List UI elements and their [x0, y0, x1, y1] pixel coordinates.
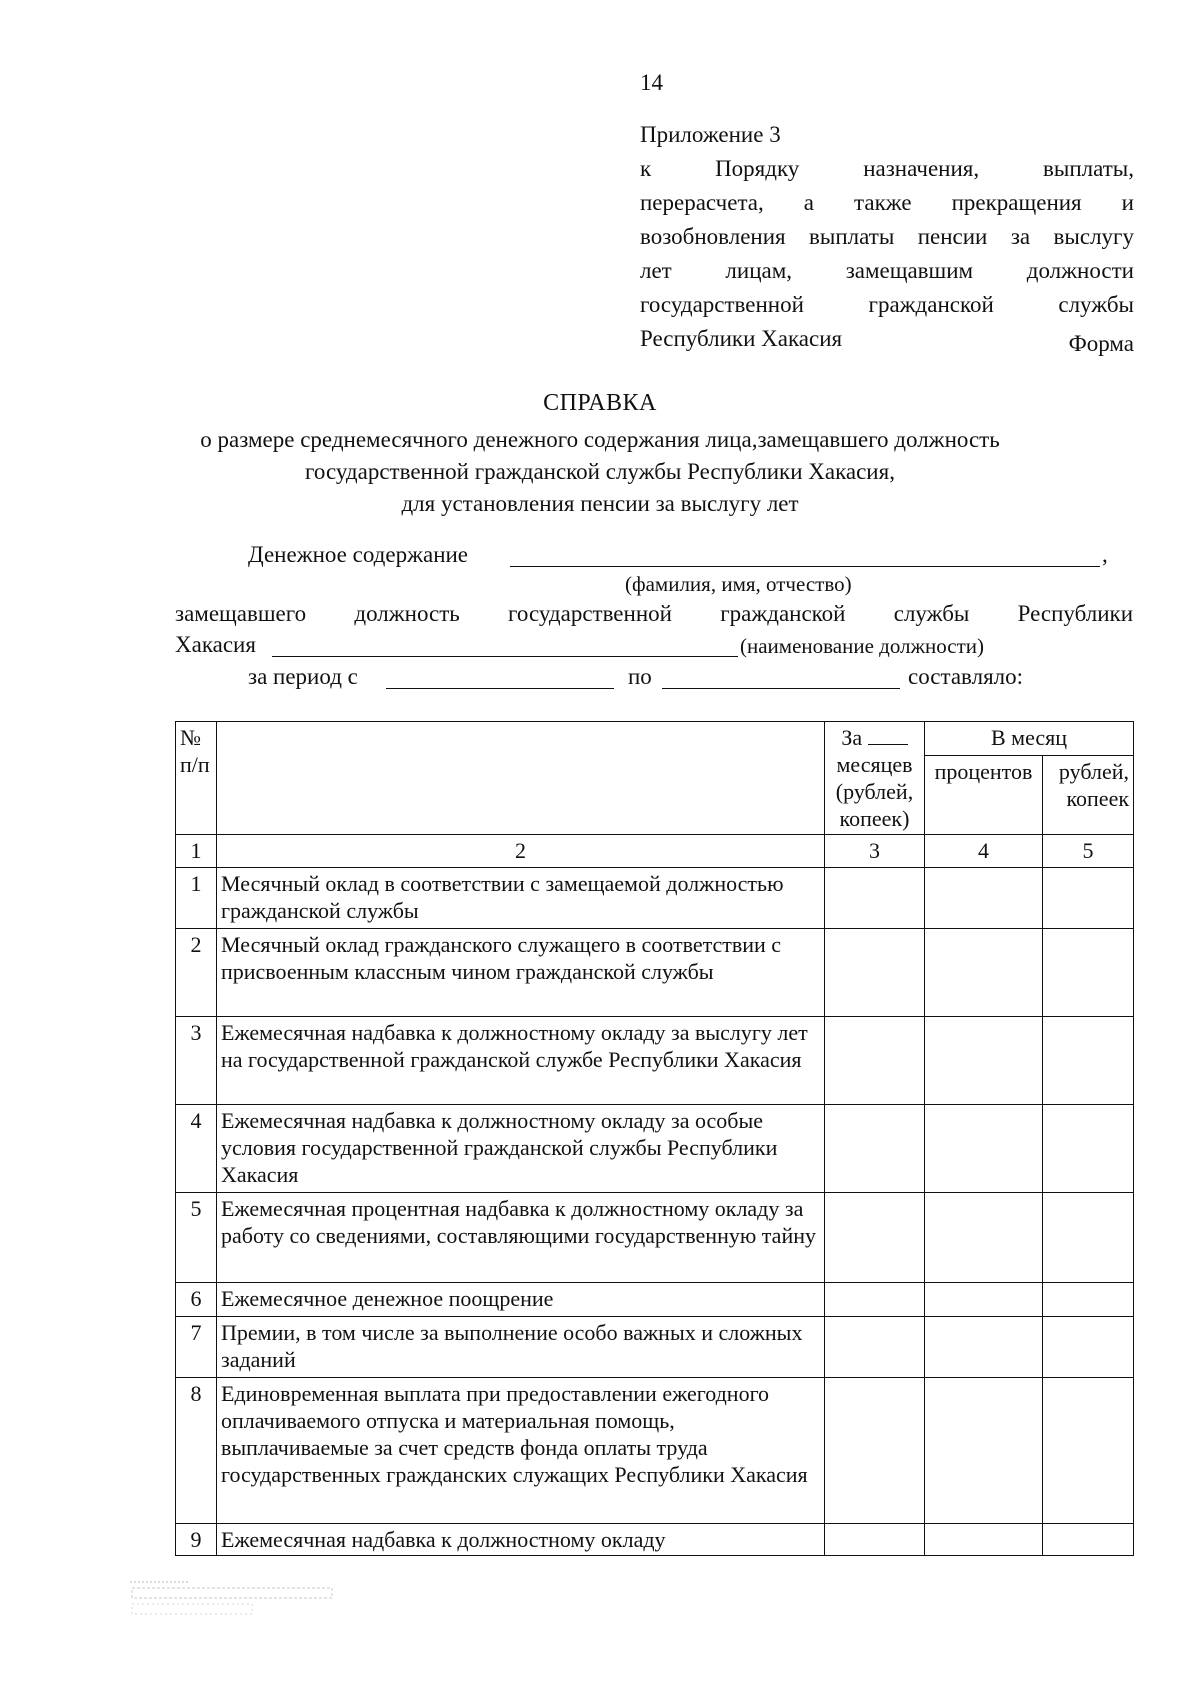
table-row: [176, 1193, 1134, 1283]
rubles-cell[interactable]: [1043, 1317, 1134, 1378]
months-amount-cell[interactable]: [825, 1524, 925, 1556]
percent-cell[interactable]: [925, 868, 1043, 929]
table-row: [176, 1105, 1134, 1193]
header-num: № п/п: [176, 722, 217, 835]
period-to-label: по: [628, 664, 652, 689]
row-number: 3: [176, 1017, 217, 1105]
percent-cell[interactable]: [925, 1017, 1043, 1105]
form-label: Форма: [1068, 331, 1134, 356]
row-description: Ежемесячная надбавка к должностному окладу: [217, 1524, 825, 1556]
page-number: 14: [640, 70, 663, 95]
salary-table: [175, 721, 1134, 1556]
months-amount-cell[interactable]: [825, 1283, 925, 1317]
appendix-reference: [640, 118, 1134, 356]
table-row: [176, 1524, 1134, 1556]
months-amount-cell[interactable]: [825, 868, 925, 929]
period-end-label: составляло:: [908, 664, 1024, 689]
percent-cell[interactable]: [925, 1378, 1043, 1524]
row-description: Ежемесячное денежное поощрение: [217, 1283, 825, 1317]
row-description: Ежемесячная процентная надбавка к должностному окладу за работу со сведениями, составляющими государственную тайну: [217, 1193, 825, 1283]
appendix-line: Республики Хакасия: [640, 326, 843, 351]
fio-comma: ,: [1102, 542, 1108, 567]
percent-cell[interactable]: [925, 1193, 1043, 1283]
months-amount-cell[interactable]: [825, 1105, 925, 1193]
appendix-line: государственной гражданской службы: [640, 292, 1134, 317]
rubles-cell[interactable]: [1043, 1017, 1134, 1105]
rubles-cell[interactable]: [1043, 1524, 1134, 1556]
row-number: 9: [176, 1524, 217, 1556]
row-description: Месячный оклад гражданского служащего в соответствии с присвоенным классным чином гражданской службы: [217, 929, 825, 1017]
document-title: СПРАВКА: [543, 390, 657, 416]
rubles-cell[interactable]: [1043, 1105, 1134, 1193]
table-row: [176, 929, 1134, 1017]
header-rubles: рублей, копеек: [1043, 756, 1134, 835]
percent-cell[interactable]: [925, 1317, 1043, 1378]
period-end-field[interactable]: [662, 664, 900, 689]
period-label: за период с: [248, 664, 358, 689]
registration-stamp-mark: [130, 1580, 350, 1622]
row-description: Единовременная выплата при предоставлении ежегодного оплачиваемого отпуска и материальная помощь, выплачиваемые за счет средств фонда оплаты труда государственных гражданских служащих Республики Хакасия: [217, 1378, 825, 1524]
percent-cell[interactable]: [925, 1105, 1043, 1193]
row-number: 6: [176, 1283, 217, 1317]
position-field[interactable]: [272, 632, 738, 657]
months-amount-cell[interactable]: [825, 1378, 925, 1524]
subtitle-line: для установления пенсии за выслугу лет: [401, 491, 799, 516]
document-subtitle: [0, 424, 1200, 520]
appendix-line: лет лицам, замещавшим должности: [640, 258, 1134, 283]
rubles-cell[interactable]: [1043, 929, 1134, 1017]
column-number: 5: [1043, 835, 1134, 868]
header-empty: [217, 722, 825, 835]
row-number: 7: [176, 1317, 217, 1378]
header-per-month: В месяц: [925, 722, 1134, 756]
header-percent: процентов: [925, 756, 1043, 835]
table-row: [176, 868, 1134, 929]
row-number: 8: [176, 1378, 217, 1524]
row-description: Месячный оклад в соответствии с замещаемой должностью гражданской службы: [217, 868, 825, 929]
table-row: [176, 1017, 1134, 1105]
row-number: 2: [176, 929, 217, 1017]
months-count-field[interactable]: [868, 724, 908, 745]
rubles-cell[interactable]: [1043, 1193, 1134, 1283]
appendix-line: перерасчета, а также прекращения и: [640, 190, 1134, 215]
appendix-line: возобновления выплаты пенсии за выслугу: [640, 224, 1134, 249]
fio-hint: (фамилия, имя, отчество): [625, 572, 852, 596]
row-number: 4: [176, 1105, 217, 1193]
months-amount-cell[interactable]: [825, 929, 925, 1017]
percent-cell[interactable]: [925, 1524, 1043, 1556]
rubles-cell[interactable]: [1043, 1378, 1134, 1524]
period-start-field[interactable]: [386, 664, 614, 689]
appendix-line: Приложение 3: [640, 122, 781, 147]
percent-cell[interactable]: [925, 1283, 1043, 1317]
position-sentence: замещавшего должность государственной гражданской службы Республики: [175, 601, 1133, 626]
header-za: За: [841, 725, 863, 750]
percent-cell[interactable]: [925, 929, 1043, 1017]
fio-field[interactable]: [510, 542, 1100, 567]
rubles-cell[interactable]: [1043, 1283, 1134, 1317]
position-hint: (наименование должности): [740, 634, 985, 658]
column-number: 2: [217, 835, 825, 868]
region-label: Хакасия: [175, 632, 256, 657]
row-number: 5: [176, 1193, 217, 1283]
row-description: Ежемесячная надбавка к должностному окладу за выслугу лет на государственной гражданской службе Республики Хакасия: [217, 1017, 825, 1105]
table-row: [176, 1317, 1134, 1378]
months-amount-cell[interactable]: [825, 1017, 925, 1105]
salary-label: Денежное содержание: [248, 542, 469, 567]
column-number: 3: [825, 835, 925, 868]
row-description: Ежемесячная надбавка к должностному окладу за особые условия государственной гражданской службы Республики Хакасия: [217, 1105, 825, 1193]
header-months: месяцев (рублей, копеек): [835, 752, 914, 831]
subtitle-line: о размере среднемесячного денежного содержания лица,замещавшего должность: [200, 427, 1000, 452]
table-row: [176, 1283, 1134, 1317]
row-description: Премии, в том числе за выполнение особо важных и сложных заданий: [217, 1317, 825, 1378]
appendix-line: к Порядку назначения, выплаты,: [640, 156, 1134, 181]
header-months-cell: [825, 722, 925, 835]
column-number: 1: [176, 835, 217, 868]
months-amount-cell[interactable]: [825, 1193, 925, 1283]
subtitle-line: государственной гражданской службы Республики Хакасия,: [305, 459, 895, 484]
rubles-cell[interactable]: [1043, 868, 1134, 929]
table-row: [176, 1378, 1134, 1524]
row-number: 1: [176, 868, 217, 929]
column-number: 4: [925, 835, 1043, 868]
months-amount-cell[interactable]: [825, 1317, 925, 1378]
